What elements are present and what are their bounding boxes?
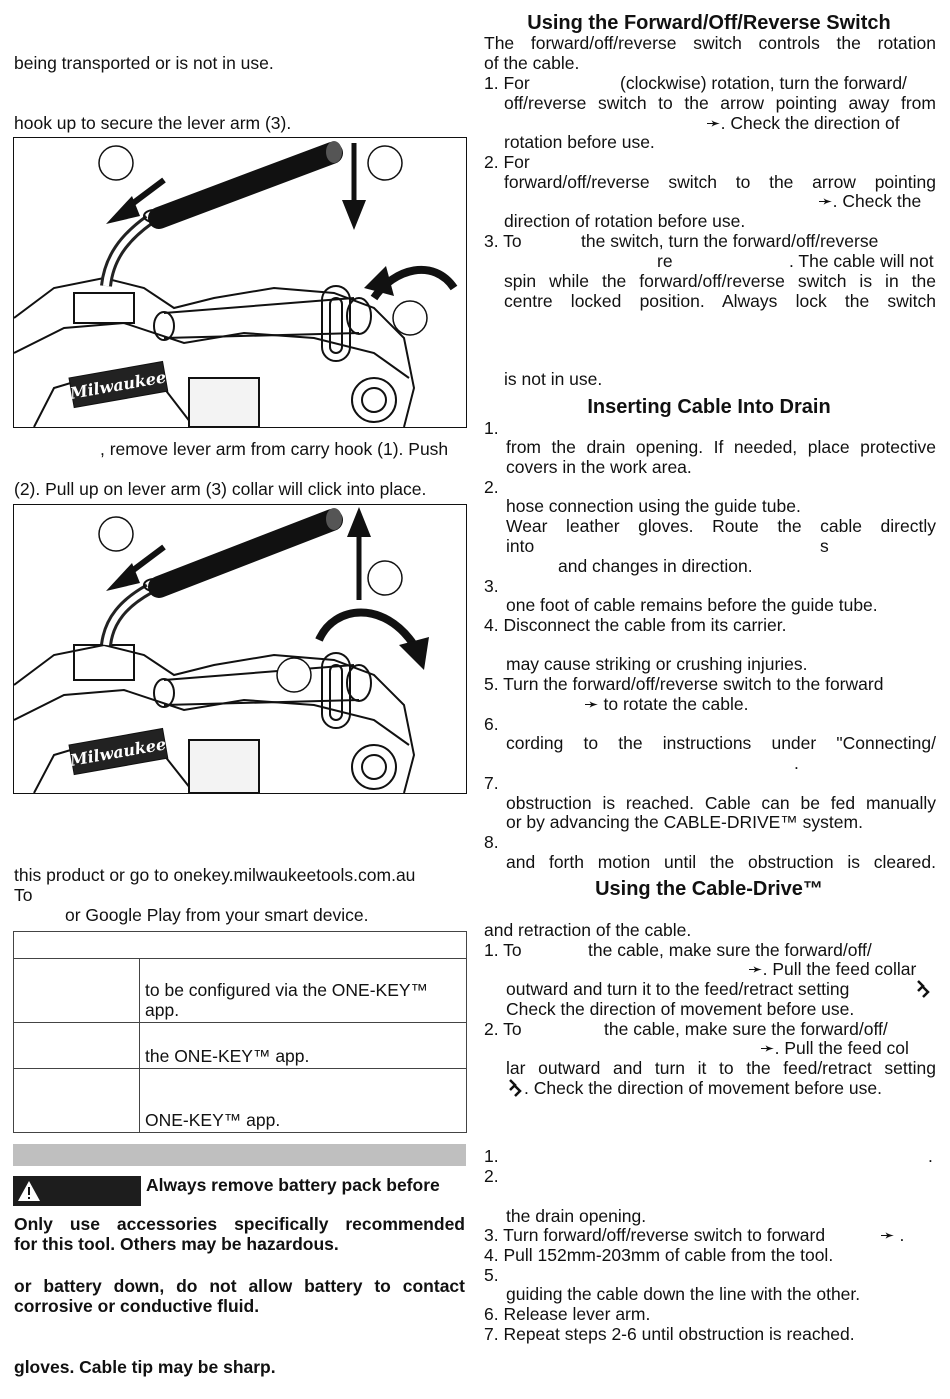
- text-line: 5. Turn the forward/off/reverse switch to the forward: [484, 674, 884, 694]
- table-header-cell: [14, 932, 467, 959]
- text-line: being transported or is not in use.: [14, 53, 274, 73]
- text-line: covers in the work area.: [506, 457, 692, 477]
- text-line: . The cable will not: [789, 251, 934, 271]
- text-line: 4. Pull 152mm-203mm of cable from the tool.: [484, 1245, 834, 1265]
- text-line: 6. Release lever arm.: [484, 1304, 651, 1324]
- text-line: 5.: [484, 1265, 499, 1285]
- text-line: . Check the direction of movement before use.: [524, 1078, 882, 1098]
- onekey-table: [13, 931, 467, 1133]
- text-line: 3.: [484, 576, 499, 596]
- figure-lever-stow: [13, 137, 467, 428]
- text-line: and changes in direction.: [558, 556, 753, 576]
- text-line: outward and turn it to the feed/retract setting: [506, 979, 850, 999]
- text-line: Only use accessories specifically recommended: [14, 1214, 465, 1234]
- text-line: (2). Pull up on lever arm (3) collar will click into place.: [14, 479, 427, 499]
- drain-cleaner-illustration: [14, 138, 466, 427]
- text-line: cording to the instructions under "Connecting/: [506, 733, 936, 753]
- text-line: lar outward and turn it to the feed/retract setting: [506, 1058, 936, 1078]
- text-line: for this tool. Others may be hazardous.: [14, 1234, 339, 1254]
- text-line: 1.: [484, 418, 499, 438]
- text-line: 6.: [484, 714, 499, 734]
- table-cell: to be configured via the ONE-KEY™ app.: [140, 959, 467, 1023]
- text-line: obstruction is reached. Cable can be fed manually: [506, 793, 936, 813]
- text-line: Check the direction of movement before use.: [506, 999, 855, 1019]
- text-line: hose connection using the guide tube.: [506, 496, 801, 516]
- text-line: ➛. Pull the feed collar: [748, 959, 917, 979]
- brand-logo: Milwaukee: [68, 734, 168, 770]
- text-line: rotation before use.: [504, 132, 655, 152]
- feed-retract-icon: [506, 1079, 524, 1097]
- text-line: (clockwise) rotation, turn the forward/: [620, 73, 907, 93]
- text-line: ➛. Pull the feed col: [760, 1038, 909, 1058]
- section-title: Using the Cable-Drive™: [595, 878, 823, 900]
- text-line: the cable, make sure the forward/off/: [588, 940, 872, 960]
- text-line: may cause striking or crushing injuries.: [506, 654, 808, 674]
- text-line: or by advancing the CABLE-DRIVE™ system.: [506, 812, 863, 832]
- text-line: ➛. Check the: [818, 191, 922, 211]
- brand-logo: Milwaukee: [68, 367, 168, 403]
- text-line: .: [794, 753, 799, 773]
- section-header-bar: [13, 1144, 466, 1166]
- table-cell: [14, 1069, 140, 1133]
- text-line: ➛. Check the direction of: [706, 113, 900, 133]
- text-line: or battery down, do not allow battery to contact: [14, 1276, 465, 1296]
- text-line: 2. For: [484, 152, 530, 172]
- text-line: into: [506, 536, 535, 556]
- text-line: 3. Turn forward/off/reverse switch to forward: [484, 1225, 826, 1245]
- text-line: To: [14, 885, 33, 905]
- text-line: the switch, turn the forward/off/reverse: [581, 231, 879, 251]
- text-line: 8.: [484, 832, 499, 852]
- text-line: 2. To: [484, 1019, 522, 1039]
- text-line: forward/off/reverse switch to the arrow pointing: [504, 172, 936, 192]
- text-line: or Google Play from your smart device.: [65, 905, 369, 925]
- text-line: 2.: [484, 477, 499, 497]
- table-cell: [14, 959, 140, 1023]
- table-row: [14, 959, 467, 1023]
- text-line: and forth motion until the obstruction is cleared.: [506, 852, 936, 872]
- table-row: [14, 1023, 467, 1069]
- text-line: s: [820, 536, 829, 556]
- text-line: ➛ to rotate the cable.: [584, 694, 749, 714]
- warning-triangle-icon: [17, 1180, 41, 1202]
- warning-label: [13, 1176, 141, 1206]
- text-line: corrosive or conductive fluid.: [14, 1296, 260, 1316]
- text-line: .: [928, 1146, 933, 1166]
- section-title: Using the Forward/Off/Reverse Switch: [527, 12, 891, 34]
- feed-retract-icon: [914, 980, 932, 998]
- text-line: and retraction of the cable.: [484, 920, 692, 940]
- text-line: 7. Repeat steps 2-6 until obstruction is reached.: [484, 1324, 855, 1344]
- text-line: of the cable.: [484, 53, 580, 73]
- table-row: [14, 1069, 467, 1133]
- text-line: 3. To: [484, 231, 522, 251]
- text-line: one foot of cable remains before the guide tube.: [506, 595, 878, 615]
- text-line: 4. Disconnect the cable from its carrier.: [484, 615, 787, 635]
- text-line: 2.: [484, 1166, 499, 1186]
- text-line: is not in use.: [504, 369, 603, 389]
- text-line: spin while the forward/off/reverse switch is in the: [504, 271, 936, 291]
- text-line: guiding the cable down the line with the other.: [506, 1284, 861, 1304]
- text-line: The forward/off/reverse switch controls the rotation: [484, 33, 936, 53]
- text-line: off/reverse switch to the arrow pointing away from: [504, 93, 936, 113]
- table-cell: [14, 1023, 140, 1069]
- text-line: 1.: [484, 1146, 499, 1166]
- text-line: this product or go to onekey.milwaukeetools.com.au: [14, 865, 416, 885]
- drain-cleaner-illustration: [14, 505, 466, 793]
- text-line: the cable, make sure the forward/off/: [604, 1019, 888, 1039]
- text-line: ➛ .: [880, 1225, 905, 1245]
- text-line: Wear leather gloves. Route the cable directly: [506, 516, 936, 536]
- table-cell: ONE-KEY™ app.: [140, 1069, 467, 1133]
- table-cell: the ONE-KEY™ app.: [140, 1023, 467, 1069]
- text-line: 1. For: [484, 73, 530, 93]
- text-line: hook up to secure the lever arm (3).: [14, 113, 292, 133]
- text-line: the drain opening.: [506, 1206, 647, 1226]
- figure-lever-raise: [13, 504, 467, 794]
- warning-text: Always remove battery pack before: [146, 1175, 440, 1195]
- text-line: 7.: [484, 773, 499, 793]
- text-line: , remove lever arm from carry hook (1). Push: [100, 439, 449, 459]
- text-line: centre locked position. Always lock the switch: [504, 291, 936, 311]
- section-title: Inserting Cable Into Drain: [587, 396, 831, 418]
- text-line: direction of rotation before use.: [504, 211, 746, 231]
- text-line: re: [657, 251, 673, 271]
- text-line: from the drain opening. If needed, place protective: [506, 437, 936, 457]
- text-line: 1. To: [484, 940, 522, 960]
- text-line: gloves. Cable tip may be sharp.: [14, 1357, 276, 1377]
